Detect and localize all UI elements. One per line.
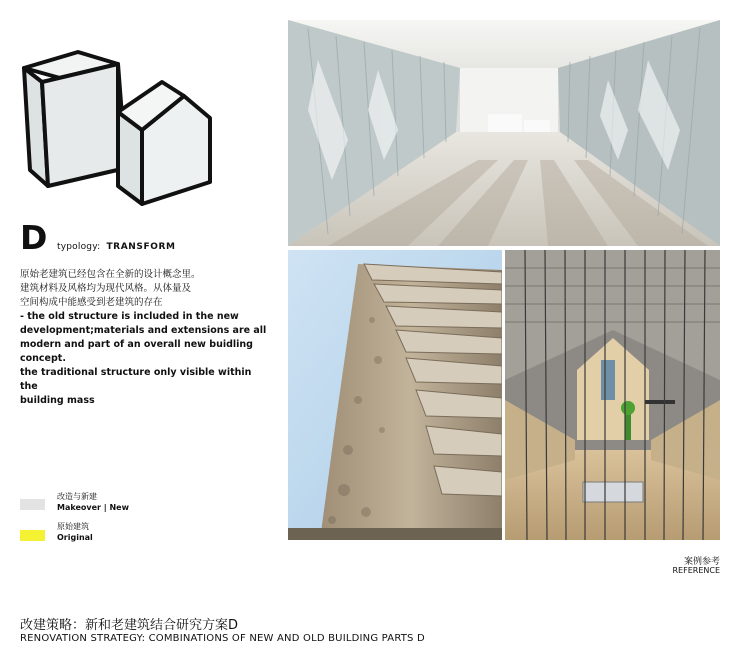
reference-label-cn: 案例参考 (683, 557, 720, 567)
legend-swatch-new (20, 499, 45, 510)
description-en-line: building mass (20, 395, 95, 406)
reference-photo-timber-loft (505, 250, 720, 540)
legend-label-en: Makeover | New (57, 503, 129, 512)
footer-title-cn: 改建策略：新和老建筑结合研究方案D (20, 618, 239, 633)
reference-photo-glass-corridor (288, 20, 720, 246)
typology-letter: D (20, 218, 48, 257)
legend-label-en: Original (57, 533, 93, 542)
description-en-line: development;materials and extensions are all (20, 325, 267, 336)
typology-key: typology: (57, 242, 101, 252)
reference-label-en: REFERENCE (672, 566, 720, 575)
reference-photo-stone-stair (288, 250, 502, 540)
description-en-line: the traditional structure only visible within the (20, 367, 252, 392)
description-cn-line: 空间构成中能感受到老建筑的存在 (20, 297, 163, 308)
typology-diagram (18, 44, 218, 212)
legend-swatch-original (20, 530, 45, 541)
description (20, 268, 270, 408)
description-en-line: modern and part of an overall new buidling concept. (20, 339, 253, 364)
typology-value: TRANSFORM (106, 242, 176, 252)
description-cn-line: 原始老建筑已经包含在全新的设计概念里。 (20, 269, 201, 280)
typology-label (57, 242, 176, 252)
description-cn-line: 建筑材料及风格均为现代风格。从体量及 (20, 283, 192, 294)
description-en-line: - the old structure is included in the new (20, 311, 239, 322)
legend-label-cn: 改造与新建 (57, 492, 97, 501)
footer-title-en: RENOVATION STRATEGY: COMBINATIONS OF NEW AND OLD BUILDING PARTS D (20, 633, 425, 644)
legend-label-cn: 原始建筑 (57, 522, 89, 531)
